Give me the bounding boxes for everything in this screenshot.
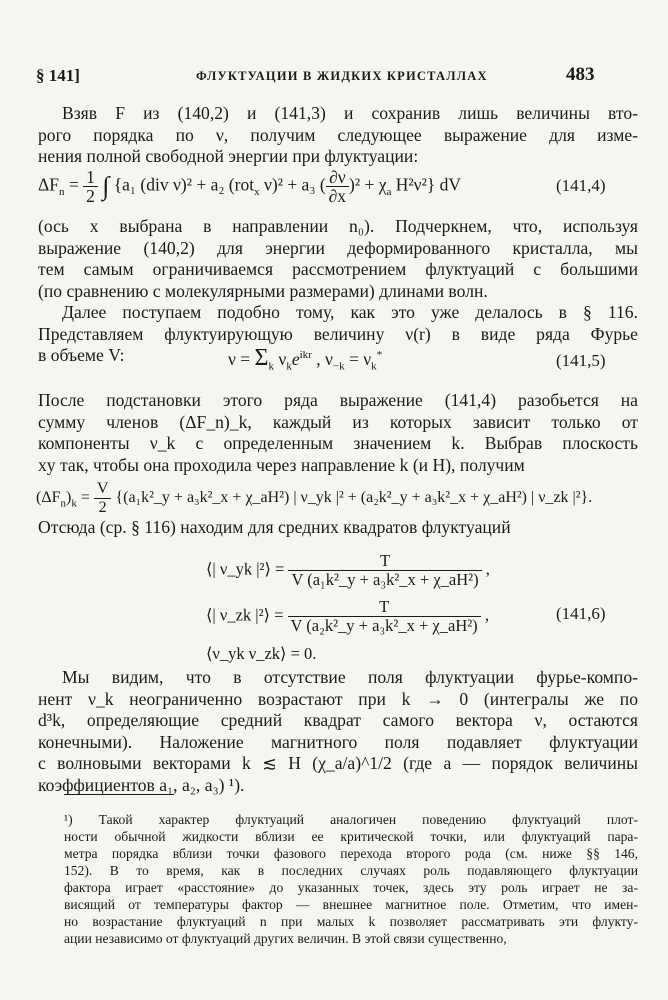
paragraph-1 [38, 103, 638, 168]
frac-den: 2 [98, 499, 107, 516]
footnote-line: 152). В то время, как в последних случаях роль подавляющего флуктуации [64, 863, 638, 878]
paragraph-5 [38, 517, 638, 539]
eq-sub: n [60, 497, 67, 510]
text-line: Далее поступаем подобно тому, как это уже делалось в § 116. [62, 302, 638, 322]
text-line: конечными). Наложение магнитного поля подавляет флуктуации [38, 731, 638, 752]
frac-num: T [288, 598, 481, 617]
eq-sub: a [386, 186, 392, 199]
equation-number: (141,6) [556, 604, 606, 623]
eq-sub: x [254, 186, 260, 199]
footnote-rule [64, 794, 174, 795]
eq-sub: k [286, 360, 292, 373]
frac-num: V [94, 480, 112, 499]
eq-lhs: ΔF [38, 174, 59, 195]
eq-term: e [291, 349, 300, 369]
text-line: коэффициентов a₁, a₂, a₃) ¹). [38, 774, 245, 795]
text-line: сумму членов (ΔF_n)_k, каждый из которых зависит только от [38, 411, 638, 432]
text-line: рого порядка по ν, получим следующее выражение для изме- [38, 124, 638, 145]
text-line: нения полной свободной энергии при флуктуации: [38, 146, 419, 167]
text-line: d³k, определяющие средний квадрат самого вектора ν, остаются [38, 710, 638, 731]
eq-term: , ν [316, 349, 333, 369]
partial-derivative [326, 168, 349, 205]
eq-term: = ν [344, 349, 372, 369]
fraction [288, 552, 481, 589]
eq-sub: −k [332, 360, 345, 373]
text-line: с волновыми векторами k ≲ H (χ_a/a)^1/2 (где a — порядок величины [38, 753, 638, 774]
footnote-line: фактора играет «расстояние» до указанных точек, здесь эту роль играет не за- [64, 880, 638, 895]
text-line: компоненты ν_k с определенным значением k. Выбрав плоскость [38, 433, 638, 454]
deriv-den: ∂x [328, 186, 347, 206]
text-line: После подстановки этого ряда выражение (141,4) разобьется на [38, 390, 638, 410]
eq-term: (ΔF [36, 489, 61, 507]
text-line: Взяв F из (140,2) и (141,3) и сохранив лишь величины вто- [62, 103, 638, 123]
equation-141-5 [228, 345, 382, 372]
equation-141-6-row-2: ⟨| ν_zk |²⟩ = $\frac{T}{\text{V (a₂k²\_y + a₃k²\_x + χ\_aH²)}}$ , [206, 597, 489, 635]
eq-sub: n [59, 186, 65, 199]
text-line: (по сравнению с молекулярными размерами) длинами волн. [38, 280, 488, 301]
eq-term: ) [66, 489, 72, 507]
equation-141-6-row-1: ⟨| ν_yk |²⟩ = $\frac{T}{\text{V (a₁k²\_y + a₃k²\_x + χ\_aH²)}}$ , [206, 551, 490, 589]
footnote [64, 811, 638, 947]
frac-den: V (a₂k²_y + a₃k²_x + χ_aH²) [290, 616, 478, 635]
text-line: Отсюда (ср. § 116) находим для средних квадратов флуктуаций [38, 517, 511, 537]
equation-141-4: $\Delta F_n$ = $\frac{1}{2}$ ∫ {a₁ (div ν)² + a₂ (rot$_x$ ν)² + a₃ ( $\frac{\partial\nu}{\partial x}$ )$^2 + \chi_a$ H²ν²} dV [38, 167, 461, 206]
eq-sub: k [71, 497, 77, 510]
equation-delta-f-k: $(\Delta F_n)_k$ = $\frac{V}{2}$ {(a₁k²_y + a₃k²_x + χ_aH²) | ν_yk |² + (a₂k²_y + a₃k²_x + χ_aH²) | ν_zk |²}. [36, 480, 593, 516]
eq-term: ⟨| ν_yk |²⟩ = [206, 559, 285, 579]
text-line: выражение (140,2) для энергии деформированного кристалла, мы [38, 237, 638, 258]
paragraph-2 [38, 216, 638, 302]
footnote-line: ¹) Такой характер флуктуаций аналогичен поведению флуктуаций плот- [64, 812, 638, 827]
equation-number: (141,4) [556, 176, 606, 195]
sum-sign: Σ [254, 345, 269, 371]
paragraph-6 [38, 667, 638, 797]
eq-sup: * [376, 349, 383, 362]
frac-den: V (a₁k²_y + a₃k²_x + χ_aH²) [291, 570, 479, 589]
section-reference: § 141] [36, 66, 80, 85]
eq-term: {(a₁k²_y + a₃k²_x + χ_aH²) | ν_yk |² + (a₂k²_y + a₃k²_x + χ_aH²) | ν_zk |²}. [115, 489, 593, 507]
text-line: xy так, чтобы она проходила через направление k (и H), получим [38, 454, 525, 475]
footnote-line: ации независимо от флуктуаций других величин. В этой связи существенно, [64, 931, 507, 946]
equation-number: (141,5) [556, 351, 606, 370]
deriv-num: ∂ν [326, 168, 349, 187]
running-title: ФЛУКТУАЦИИ В ЖИДКИХ КРИСТАЛЛАХ [196, 69, 488, 83]
page-number: 483 [566, 64, 595, 85]
frac-num: T [288, 552, 481, 571]
eq-term: ⟨| ν_zk |²⟩ = [206, 605, 284, 625]
footnote-line: висящий от температуры фактор — внешнее магнитное поле. Отметим, что имен- [64, 897, 638, 912]
integral-sign: ∫ [102, 171, 110, 201]
footnote-line: ности обычной жидкости вблизи ее критической точки, или флуктуаций пара- [64, 829, 638, 844]
text-line: тем самым ограничиваемся рассмотрением флуктуаций с большими [38, 259, 638, 280]
eq-term: {a₁ (div ν)² + a₂ (rot [113, 174, 255, 195]
eq-term: ν [278, 349, 287, 369]
eq-sub: k [268, 360, 275, 373]
eq-term: ν)² + a₃ [263, 174, 316, 195]
text-line: Мы видим, что в отсутствие поля флуктуации фурье-компо- [62, 667, 638, 687]
text-line: в объеме V: [38, 345, 125, 366]
fraction [288, 598, 481, 635]
footnote-line: метра порядка вблизи точки фазового перехода второго рода (см. ниже §§ 146, [64, 846, 638, 861]
eq-term: ν = [228, 349, 255, 369]
fraction-half: $\frac{1}{2}$ [83, 168, 98, 205]
eq-sup: ikr [299, 349, 312, 362]
text-line: нент ν_k неограниченно возрастают при k → 0 (интегралы же по [38, 688, 638, 709]
text-line: (ось x выбрана в направлении n₀). Подчеркнем, что, используя [38, 216, 638, 236]
eq-term: H²ν²} dV [395, 174, 461, 195]
paragraph-4 [38, 390, 638, 476]
equation-141-6-row-3: ⟨ν_yk ν_zk⟩ = 0. [206, 644, 317, 663]
eq-term: ² + χ [354, 174, 387, 195]
footnote-line: но возрастание флуктуаций n при малых k позволяет рассматривать эти флукту- [64, 914, 638, 929]
text-line: Представляем флуктуирующую величину ν(r) в виде ряда Фурье [38, 323, 638, 344]
eq-sub: k [371, 360, 377, 373]
fraction-v-over-2 [94, 480, 112, 517]
